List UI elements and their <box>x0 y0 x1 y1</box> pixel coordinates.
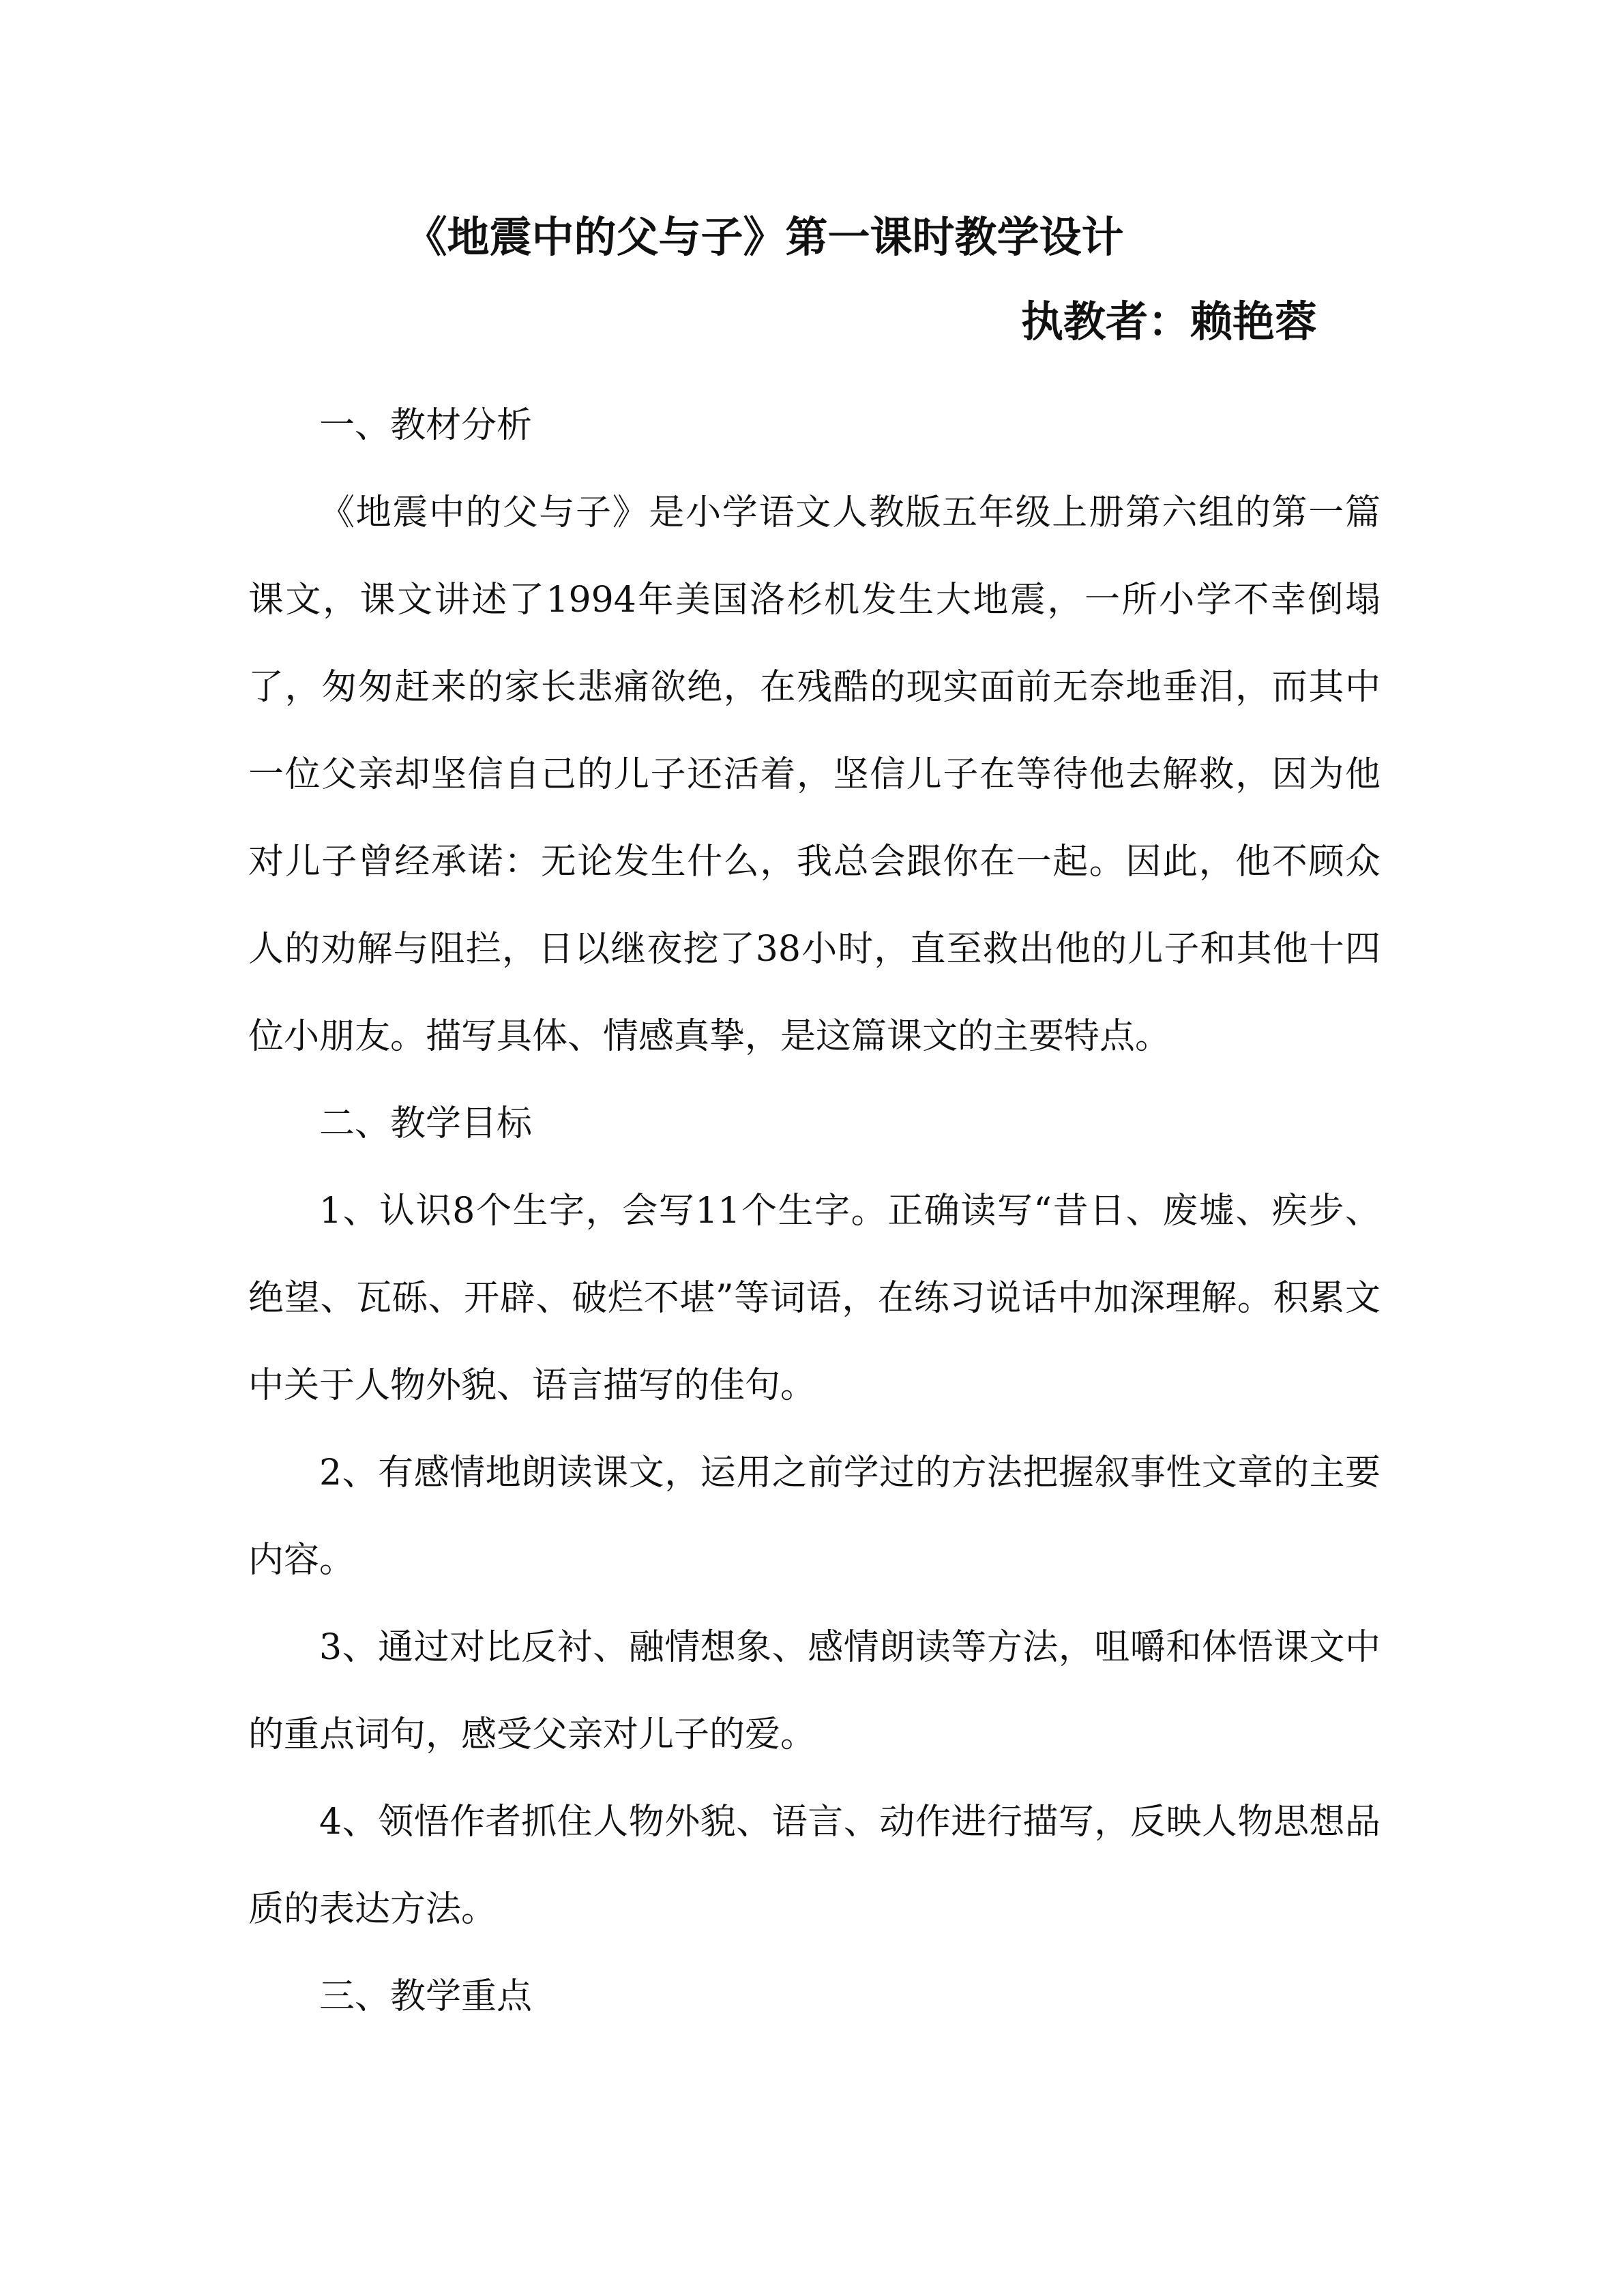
section-heading-teaching-focus: 三、教学重点 <box>319 1976 533 2017</box>
document-title: 《地震中的父与子》第一课时教学设计 <box>404 212 1124 262</box>
document-body <box>248 382 1381 2040</box>
goal-item-3: 3、通过对比反衬、融情想象、感情朗读等方法，咀嚼和体悟课文中的重点词句，感受父亲对儿子的爱。 <box>248 1627 1381 1755</box>
goal-item-1: 1、认识8个生字，会写11个生字。正确读写“昔日、废墟、疾步、绝望、瓦砾、开辟、破烂不堪”等词语，在练习说话中加深理解。积累文中关于人物外貌、语言描写的佳句。 <box>248 1191 1381 1406</box>
section-heading-teaching-goals: 二、教学目标 <box>319 1103 533 1144</box>
author-line: 执教者：赖艳蓉 <box>1020 297 1317 346</box>
section-heading-material-analysis: 一、教材分析 <box>319 405 533 446</box>
goal-item-2: 2、有感情地朗读课文，运用之前学过的方法把握叙事性文章的主要内容。 <box>248 1452 1381 1581</box>
goal-item-4: 4、领悟作者抓住人物外貌、语言、动作进行描写，反映人物思想品质的表达方法。 <box>248 1802 1381 1930</box>
paragraph-material-analysis: 《地震中的父与子》是小学语文人教版五年级上册第六组的第一篇课文，课文讲述了1994年美国洛杉机发生大地震，一所小学不幸倒塌了，匆匆赶来的家长悲痛欲绝，在残酷的现实面前无奈地垂泪，而其中一位父亲却坚信自己的儿子还活着，坚信儿子在等待他去解救，因为他对儿子曾经承诺：无论发生什么，我总会跟你在一起。因此，他不顾众人的劝解与阻拦，日以继夜挖了38小时，直至救出他的儿子和其他十四位小朋友。描写具体、情感真挚，是这篇课文的主要特点。 <box>248 492 1381 1057</box>
